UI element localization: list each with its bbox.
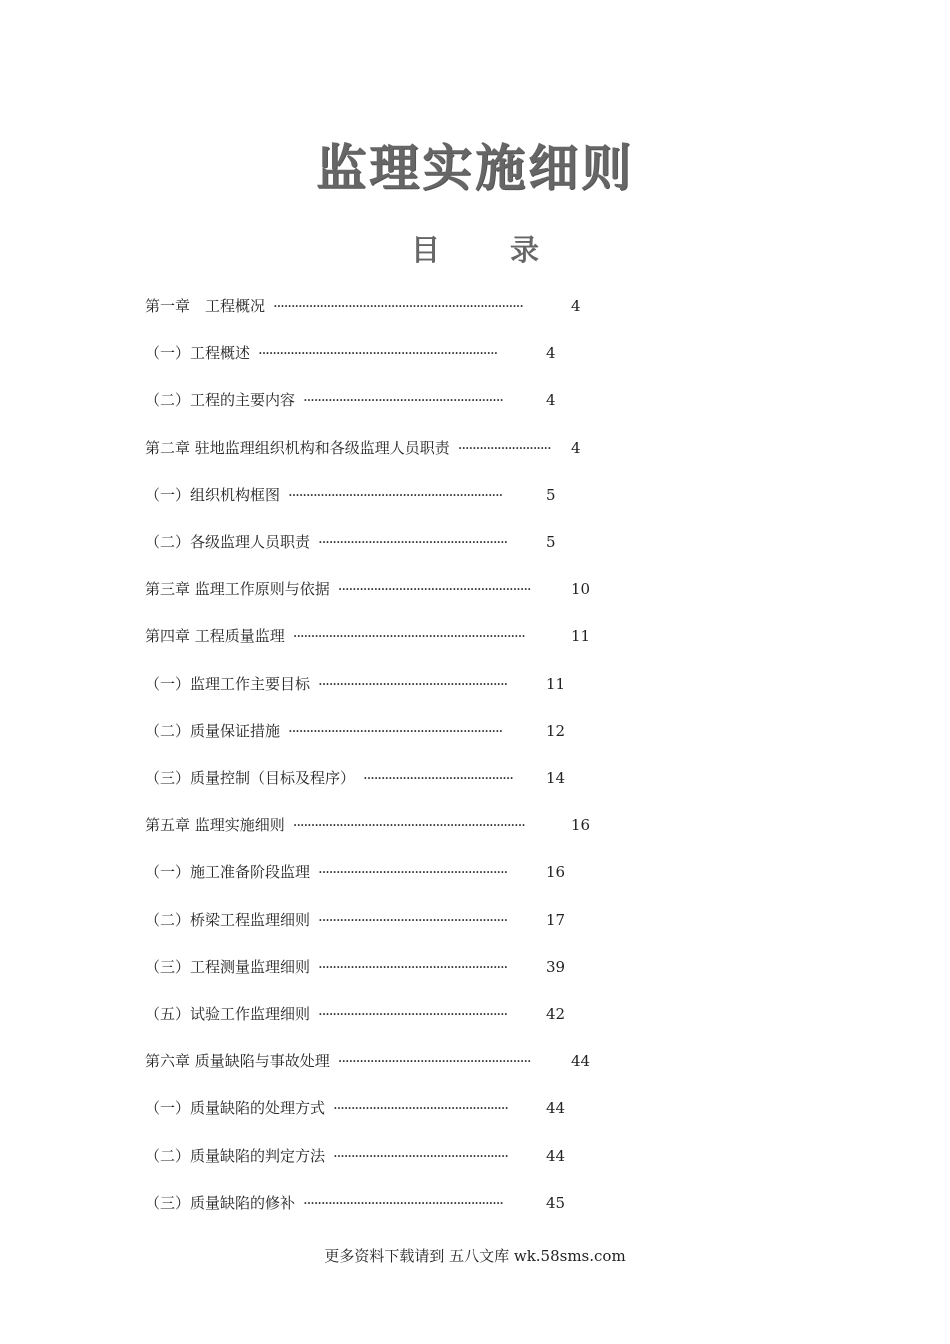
- toc-entry-label: （二）工程的主要内容: [145, 391, 296, 409]
- toc-leader-dots: ·················································: [333, 1147, 508, 1165]
- toc-entry[interactable]: [145, 1193, 615, 1215]
- toc-entry-label: 第六章 质量缺陷与事故处理: [145, 1052, 330, 1070]
- toc-entry-label: （三）质量控制（目标及程序）: [145, 769, 356, 787]
- toc-entry-page: 4: [571, 297, 581, 315]
- toc-entry[interactable]: [145, 438, 615, 460]
- toc-leader-dots: ························································: [303, 1194, 503, 1212]
- toc-entry-page: 5: [546, 533, 556, 551]
- toc-entry-page: 39: [546, 958, 566, 976]
- toc-entry-label: （一）监理工作主要目标: [145, 675, 311, 693]
- toc-entry[interactable]: [145, 1098, 615, 1120]
- toc-entry-label: （一）组织机构框图: [145, 486, 281, 504]
- toc-entry-label: （三）质量缺陷的修补: [145, 1194, 296, 1212]
- toc-entry[interactable]: [145, 910, 615, 932]
- toc-entry[interactable]: [145, 957, 615, 979]
- toc-entry-page: 11: [571, 627, 591, 645]
- toc-entry-label: （一）质量缺陷的处理方式: [145, 1099, 326, 1117]
- toc-entry[interactable]: [145, 296, 615, 318]
- toc-leader-dots: ····························································: [288, 722, 503, 740]
- toc-entry-page: 17: [546, 911, 566, 929]
- toc-entry[interactable]: [145, 1004, 615, 1026]
- toc-entry-page: 4: [571, 439, 581, 457]
- toc-entry-page: 14: [546, 769, 566, 787]
- toc-heading: 目 录: [410, 233, 570, 267]
- toc-leader-dots: ························································: [303, 391, 503, 409]
- toc-entry-page: 44: [546, 1099, 566, 1117]
- toc-entry[interactable]: [145, 532, 615, 554]
- toc-leader-dots: ······································································: [273, 297, 523, 315]
- toc-entry-label: 第三章 监理工作原则与依据: [145, 580, 330, 598]
- toc-entry[interactable]: [145, 815, 615, 837]
- toc-entry-page: 5: [546, 486, 556, 504]
- toc-leader-dots: ·····················································: [318, 533, 508, 551]
- toc-entry-page: 10: [571, 580, 591, 598]
- toc-entry-label: 第四章 工程质量监理: [145, 627, 285, 645]
- toc-leader-dots: ···································································: [258, 344, 498, 362]
- toc-leader-dots: ··········································: [363, 769, 513, 787]
- toc-entry-label: （一）施工准备阶段监理: [145, 863, 311, 881]
- toc-entry-page: 16: [571, 816, 591, 834]
- toc-entry-label: （二）桥梁工程监理细则: [145, 911, 311, 929]
- toc-entry-page: 42: [546, 1005, 566, 1023]
- toc-leader-dots: ····························································: [288, 486, 503, 504]
- toc-entry[interactable]: [145, 390, 615, 412]
- toc-entry-page: 4: [546, 344, 556, 362]
- toc-entry[interactable]: [145, 674, 615, 696]
- toc-leader-dots: ··························: [457, 439, 551, 457]
- toc-entry-page: 44: [546, 1147, 566, 1165]
- toc-entry[interactable]: [145, 485, 615, 507]
- toc-entry-page: 12: [546, 722, 566, 740]
- toc-entry-label: （三）工程测量监理细则: [145, 958, 311, 976]
- toc-entry[interactable]: [145, 626, 615, 648]
- toc-leader-dots: ·································································: [292, 816, 525, 834]
- toc-leader-dots: ·····················································: [318, 863, 508, 881]
- toc-entry-label: （五）试验工作监理细则: [145, 1005, 311, 1023]
- toc-entry-label: （二）质量缺陷的判定方法: [145, 1147, 326, 1165]
- toc-entry-label: （二）各级监理人员职责: [145, 533, 311, 551]
- toc-leader-dots: ······················································: [337, 1052, 531, 1070]
- toc-entry-page: 44: [571, 1052, 591, 1070]
- toc-entry-label: 第一章 工程概况: [145, 297, 266, 315]
- toc-entry-label: 第二章 驻地监理组织机构和各级监理人员职责: [145, 439, 450, 457]
- toc-entry[interactable]: [145, 721, 615, 743]
- toc-entry-page: 16: [546, 863, 566, 881]
- toc-entry-label: 第五章 监理实施细则: [145, 816, 285, 834]
- toc-entry[interactable]: [145, 1146, 615, 1168]
- toc-entry[interactable]: [145, 768, 615, 790]
- toc-entry-page: 45: [546, 1194, 566, 1212]
- toc-leader-dots: ·················································: [333, 1099, 508, 1117]
- toc-entry[interactable]: [145, 343, 615, 365]
- toc-leader-dots: ·····················································: [318, 1005, 508, 1023]
- toc-entry-label: （二）质量保证措施: [145, 722, 281, 740]
- toc-leader-dots: ······················································: [337, 580, 531, 598]
- toc-entry-page: 11: [546, 675, 566, 693]
- toc-entry[interactable]: [145, 862, 615, 884]
- toc-entry-page: 4: [546, 391, 556, 409]
- toc-entry-label: （一）工程概述: [145, 344, 251, 362]
- toc-leader-dots: ·····················································: [318, 911, 508, 929]
- toc-entry[interactable]: [145, 579, 615, 601]
- toc-entry[interactable]: [145, 1051, 615, 1073]
- toc-leader-dots: ·····················································: [318, 675, 508, 693]
- document-title: 监理实施细则: [316, 139, 634, 197]
- toc-leader-dots: ·····················································: [318, 958, 508, 976]
- toc-leader-dots: ·································································: [292, 627, 525, 645]
- footer-note: 更多资料下载请到 五八文库 wk.58sms.com: [324, 1247, 626, 1265]
